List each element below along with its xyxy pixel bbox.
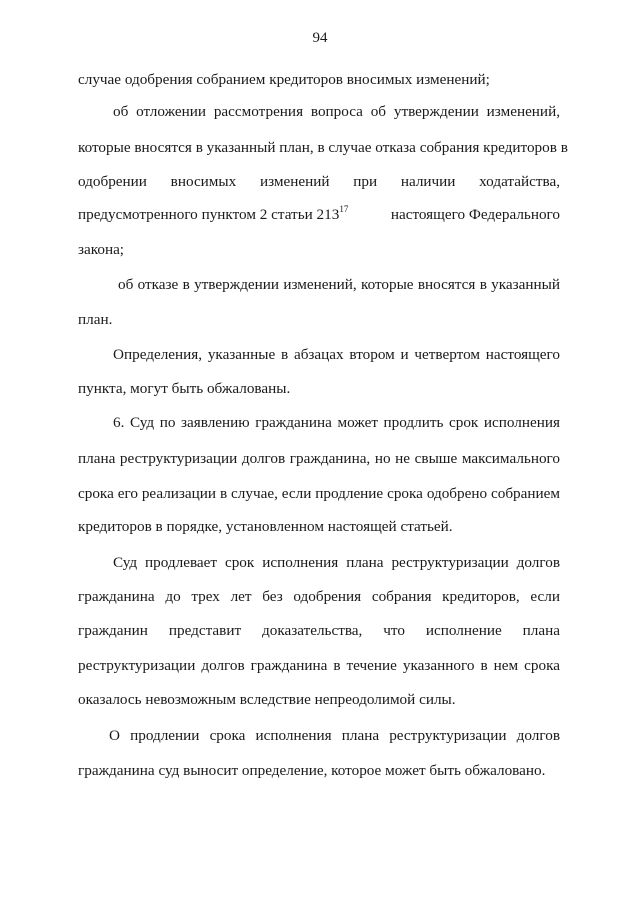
text-line: об отложении рассмотрения вопроса об утверждении изменений, [113, 103, 560, 120]
text-fragment: предусмотренного пунктом 2 статьи 213 [78, 206, 340, 223]
text-line: срока его реализации в случае, если продление срока одобрено собранием [78, 485, 560, 502]
text-line: об отказе в утверждении изменений, которые вносятся в указанный [118, 276, 560, 293]
text-line: Суд продлевает срок исполнения плана реструктуризации долгов [113, 554, 560, 571]
text-line: гражданина суд выносит определение, которое может быть обжаловано. [78, 762, 546, 779]
text-fragment: настоящего Федерального [390, 206, 560, 223]
text-line: 6. Суд по заявлению гражданина может продлить срок исполнения [113, 414, 560, 431]
text-line: кредиторов в порядке, установленном настоящей статьей. [78, 518, 453, 535]
text-line: плана реструктуризации долгов гражданина, но не свыше максимального [78, 450, 560, 467]
text-line: случае одобрения собранием кредиторов вносимых изменений; [78, 71, 490, 88]
text-line: одобрении вносимых изменений при наличии ходатайства, [78, 173, 560, 190]
superscript: 17 [339, 204, 349, 214]
text-line [78, 206, 560, 224]
text-line: О продлении срока исполнения плана реструктуризации долгов [109, 727, 560, 744]
text-line: которые вносятся в указанный план, в случае отказа собрания кредиторов в [78, 139, 568, 156]
text-line: оказалось невозможным вследствие непреодолимой силы. [78, 691, 456, 708]
text-line: гражданин представит доказательства, что исполнение плана [78, 622, 560, 639]
page-number: 94 [312, 30, 328, 46]
text-line: план. [78, 311, 113, 328]
text-line: гражданина до трех лет без одобрения собрания кредиторов, если [78, 588, 560, 605]
text-line: пункта, могут быть обжалованы. [78, 380, 291, 397]
text-line: Определения, указанные в абзацах втором и четвертом настоящего [113, 346, 560, 363]
text-line: реструктуризации долгов гражданина в течение указанного в нем срока [78, 657, 560, 674]
text-line: закона; [78, 241, 125, 258]
